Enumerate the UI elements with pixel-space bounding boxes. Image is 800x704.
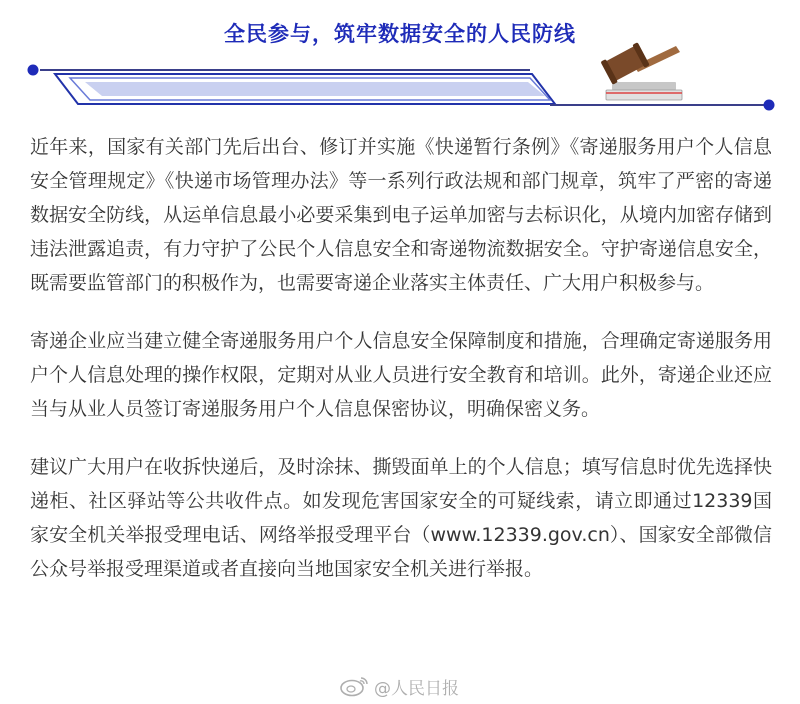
page-title: 全民参与，筑牢数据安全的人民防线 [224, 22, 576, 46]
diagonal-bar-3 [85, 82, 545, 96]
header-decoration [0, 0, 800, 120]
header [0, 0, 800, 120]
gavel-icon [600, 42, 682, 100]
left-dot [28, 65, 39, 76]
watermark [340, 673, 459, 699]
right-dot [764, 100, 775, 111]
weibo-icon [340, 675, 370, 697]
paragraph-1: 近年来，国家有关部门先后出台、修订并实施《快递暂行条例》《寄递服务用户个人信息安全管理规定》《快递市场管理办法》等一系列行政法规和部门规章，筑牢了严密的寄递数据安全防线，从运单信息最小必要采集到电子运单加密与去标识化，从境内加密存储到违法泄露追责，有力守护了公民个人信息安全和寄递物流数据安全。守护寄递信息安全，既需要监管部门的积极作为，也需要寄递企业落实主体责任、广大用户积极参与。 [30, 136, 772, 294]
article-body [30, 130, 772, 610]
watermark-text: @人民日报 [374, 678, 459, 699]
paragraph-2: 寄递企业应当建立健全寄递服务用户个人信息安全保障制度和措施，合理确定寄递服务用户个人信息处理的操作权限，定期对从业人员进行安全教育和培训。此外，寄递企业还应当与从业人员签订寄递服务用户个人信息保密协议，明确保密义务。 [30, 330, 772, 420]
paragraph-3: 建议广大用户在收拆快递后，及时涂抹、撕毁面单上的个人信息；填写信息时优先选择快递柜、社区驿站等公共收件点。如发现危害国家安全的可疑线索，请立即通过12339国家安全机关举报受理电话、网络举报受理平台（www.12339.gov.cn）、国家安全部微信公众号举报受理渠道或者直接向当地国家安全机关进行举报。 [30, 456, 772, 580]
